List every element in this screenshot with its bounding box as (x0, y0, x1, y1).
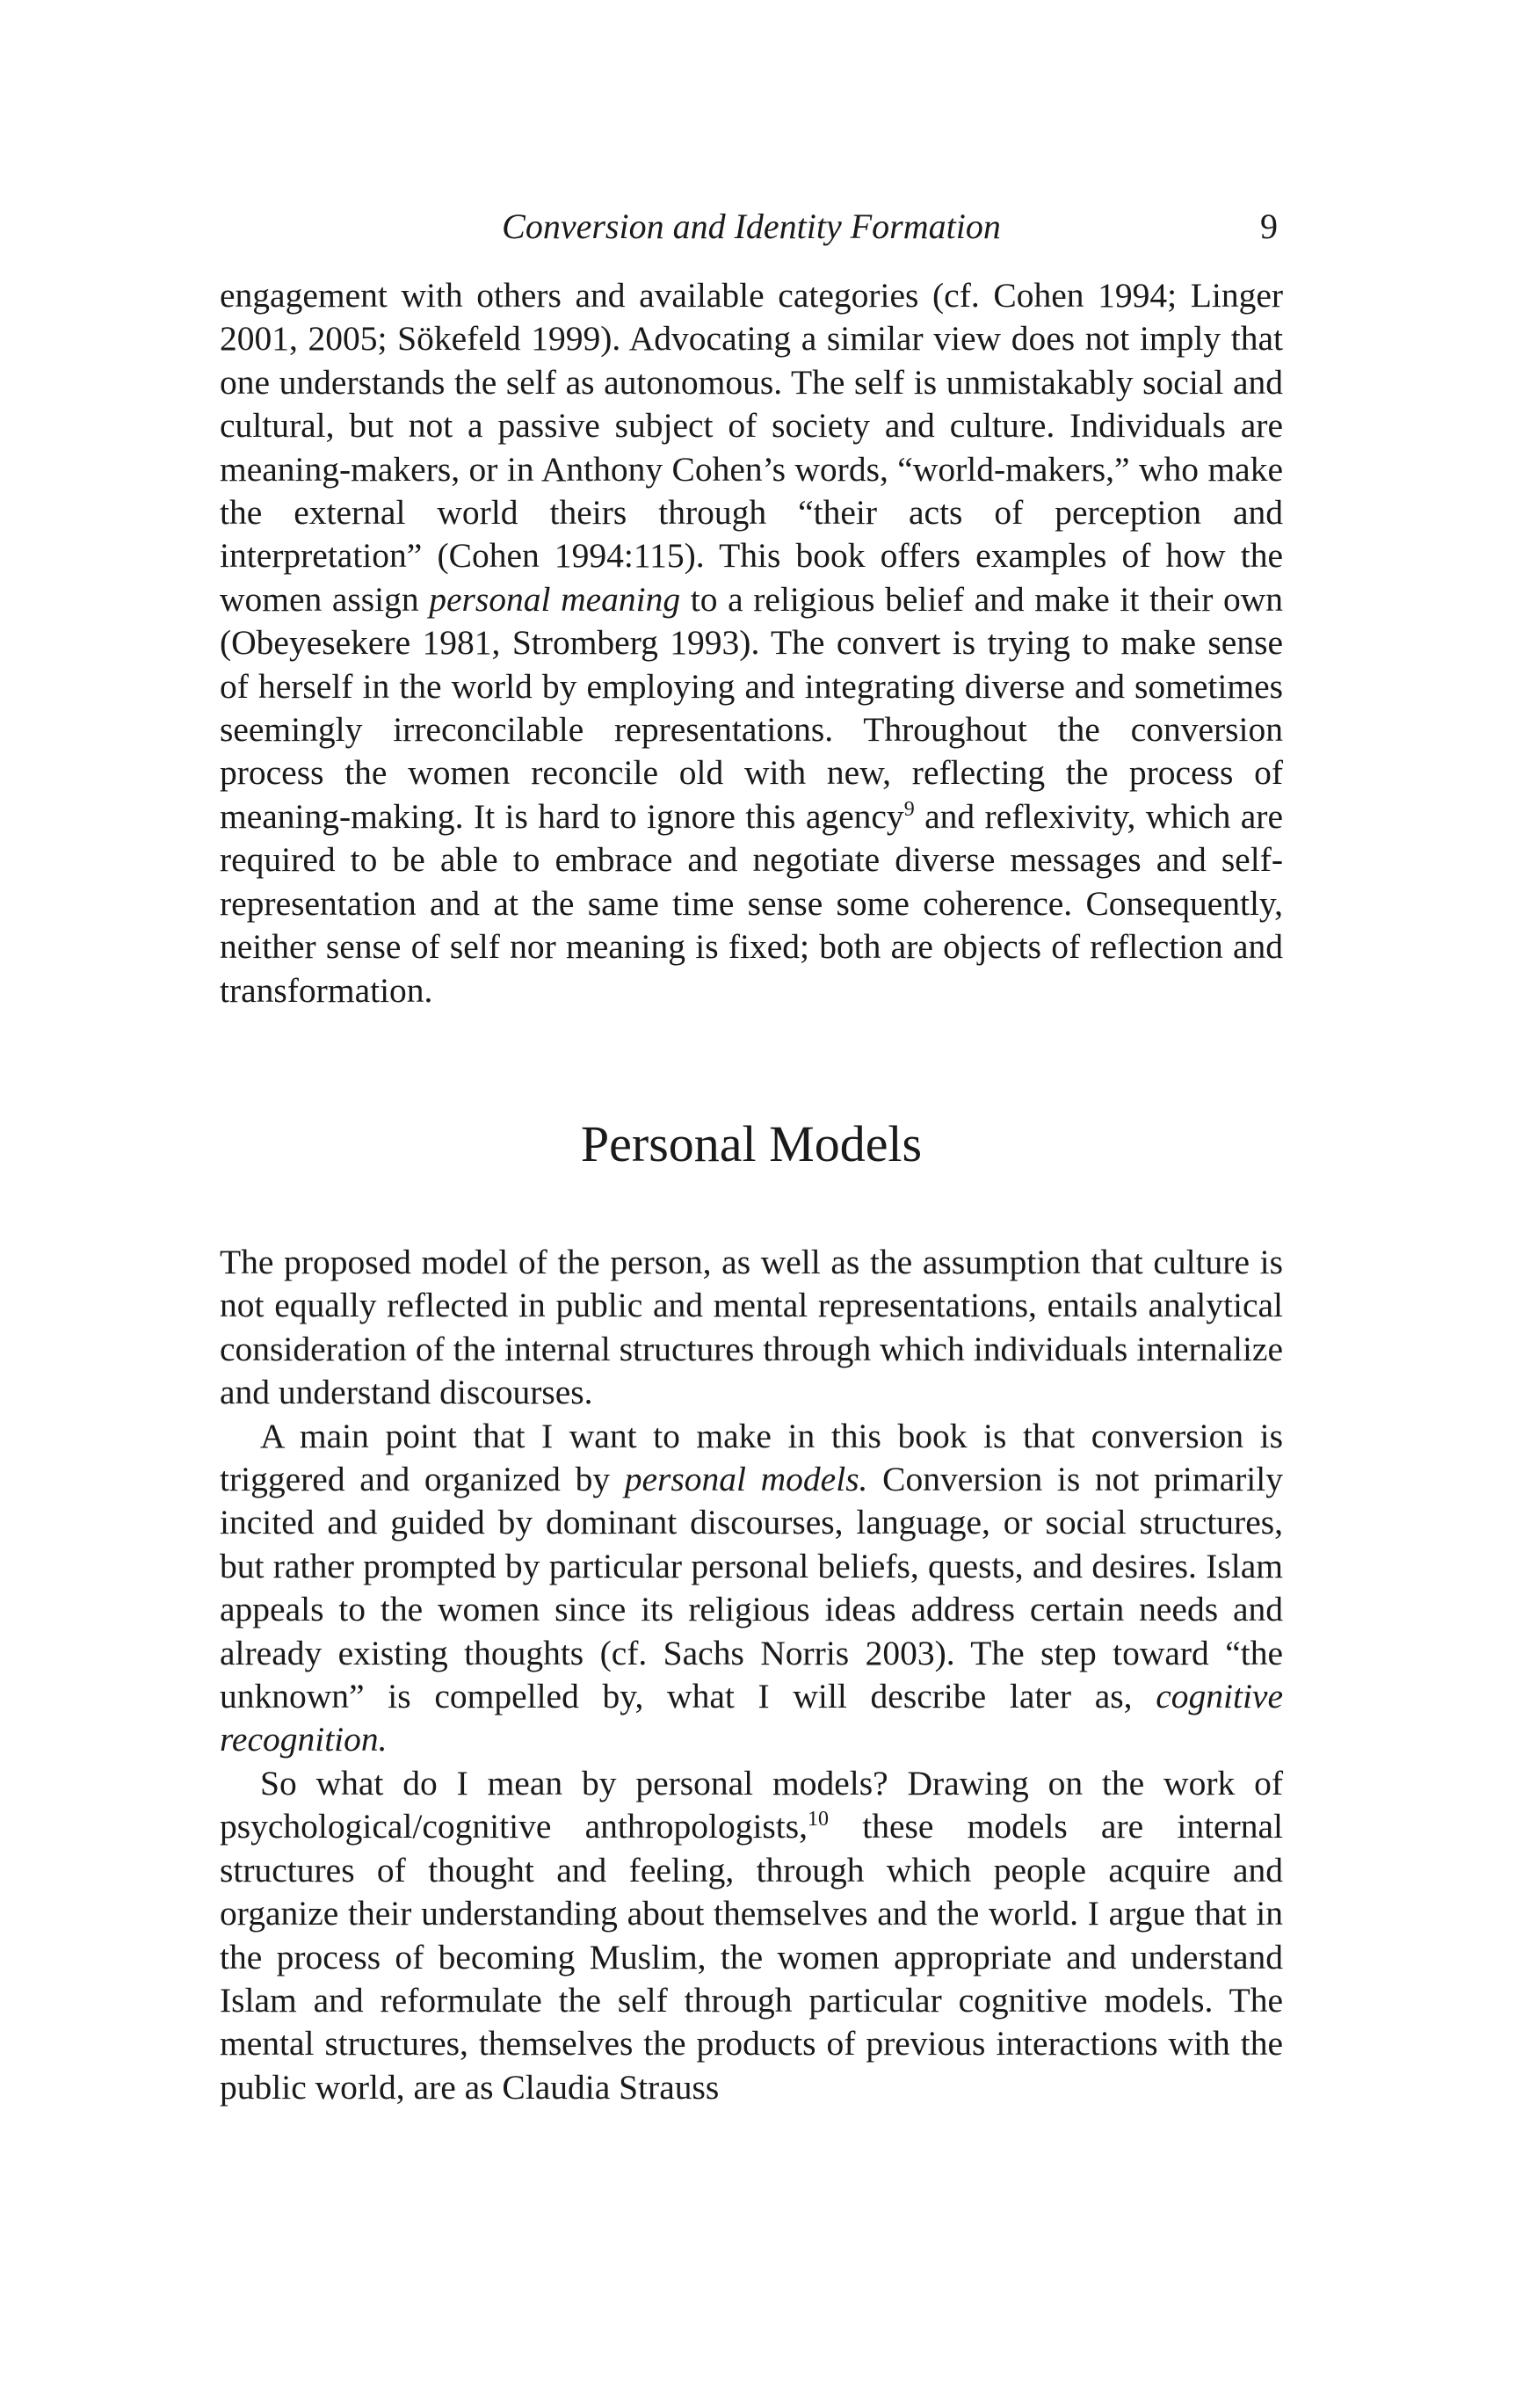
paragraph-text: and reflexivity, which are required to be able to embrace and negotiate diverse messages and self-representation and at the same time sense some coherence. Consequently, neither sense of self nor meaning is fixed; both are objects of reflection and transformation. (220, 796, 1283, 1010)
italic-phrase: personal meaning (429, 579, 681, 619)
body-paragraph (220, 1415, 1283, 1762)
text-block-bottom (220, 1241, 1283, 2109)
paragraph-text: engagement with others and available categories (cf. Cohen 1994; Linger 2001, 2005; Sökefeld 1999). Advocating a similar view does not imply that one understands the self as autonomous. The self is unmistakably social and cultural, but not a passive subject of society and culture. Individuals are meaning-makers, or in Anthony Cohen’s words, “world-makers,” who make the external world theirs through “their acts of perception and interpretation” (Cohen 1994:115). This book offers examples of how the women assign (220, 276, 1283, 619)
paragraph-text: A main point that I want to make in this book is that conversion is triggered and organized by (220, 1416, 1283, 1499)
paragraph-text: these models are internal structures of thought and feeling, through which people acquire and organize their understanding about themselves and the world. I argue that in the process of becoming Muslim, the women appropriate and understand Islam and reformulate the self through particular cognitive models. The mental structures, themselves the products of previous interactions with the public world, are as Claudia Strauss (220, 1807, 1284, 2107)
body-paragraph: The proposed model of the person, as well as the assumption that culture is not equally reflected in public and mental representations, entails analytical consideration of the internal structures through which individuals internalize and understand discourses. (220, 1243, 1283, 1412)
footnote-marker[interactable]: 10 (808, 1808, 830, 1831)
paragraph-text: Conversion is not primarily incited and guided by dominant discourses, language, or social structures, but rather prompted by particular personal beliefs, quests, and desires. Islam appeals to the women since its religious ideas address certain needs and already existing thoughts (cf. Sachs Norris 2003). The step toward “the unknown” is compelled by, what I will describe later as, (220, 1460, 1283, 1716)
page-number: 9 (1260, 207, 1278, 246)
section-heading: Personal Models (580, 1115, 923, 1172)
running-head (220, 200, 1283, 253)
italic-phrase: cognitive recognition. (220, 1677, 1283, 1759)
text-block-top (220, 274, 1283, 1012)
body-paragraph (220, 274, 1283, 1012)
italic-phrase: personal models. (624, 1460, 868, 1499)
paragraph-text: So what do I mean by personal models? Drawing on the work of psychological/cognitive anthropologists, (220, 1763, 1283, 1846)
footnote-marker[interactable]: 9 (903, 797, 915, 821)
running-title: Conversion and Identity Formation (502, 207, 1001, 246)
body-paragraph (220, 1762, 1283, 2109)
paragraph-text: to a religious belief and make it their own (Obeyesekere 1981, Stromberg 1993). The convert is trying to make sense of herself in the world by employing and integrating diverse and sometimes seemingly irreconcilable representations. Throughout the conversion process the women reconcile old with new, reflecting the process of meaning-making. It is hard to ignore this agency (220, 579, 1283, 836)
